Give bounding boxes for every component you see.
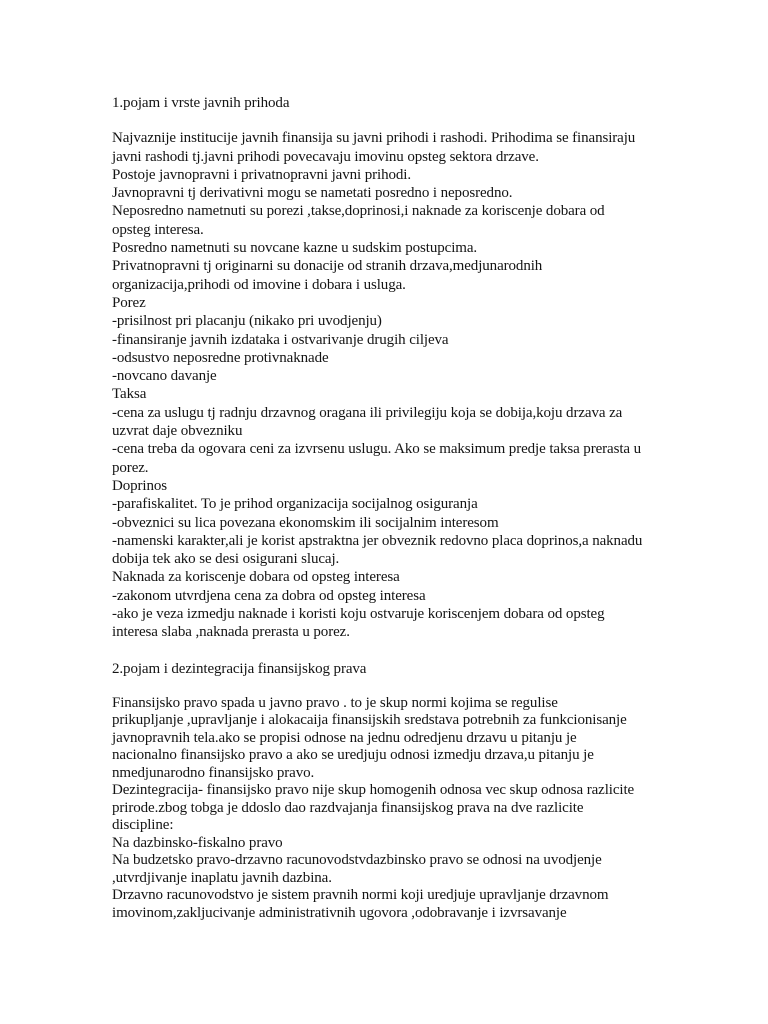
text-line: ,utvrdjivanje inaplatu javnih dazbina. — [112, 869, 332, 886]
text-line: prirode.zbog tobga je ddoslo dao razdvajanja finansijskog prava na dve razlicite — [112, 799, 584, 816]
paragraph-gap — [112, 642, 728, 660]
text-line: nacionalno finansijsko pravo a ako se uredjuju odnosi izmedju drzava,u pitanju je — [112, 747, 594, 764]
text-line: interesa slaba ,naknada prerasta u porez. — [112, 624, 350, 641]
text-line: dobija tek ako se desi osigurani slucaj. — [112, 551, 340, 568]
text-line: Javnopravni tj derivativni mogu se nametati posredno i neposredno. — [112, 185, 513, 202]
text-line: opsteg interesa. — [112, 221, 204, 238]
text-line: -namenski karakter,ali je korist apstraktna jer obveznik redovno placa doprinos,a naknadu — [112, 532, 643, 549]
section2-body — [112, 695, 728, 923]
text-line: -odsustvo neposredne protivnaknade — [112, 349, 329, 366]
text-line: porez. — [112, 459, 149, 476]
text-line: -finansiranje javnih izdataka i ostvarivanje drugih ciljeva — [112, 331, 449, 348]
text-line: Na dazbinsko-fiskalno pravo — [112, 834, 283, 851]
section1-body — [112, 129, 728, 641]
text-line: -prisilnost pri placanju (nikako pri uvodjenju) — [112, 313, 382, 330]
subheading-naknada: Naknada za koriscenje dobara od opsteg interesa — [112, 569, 400, 586]
text-line: Finansijsko pravo spada u javno pravo . to je skup normi kojima se regulise — [112, 694, 558, 711]
text-line: discipline: — [112, 817, 174, 834]
text-line: organizacija,prihodi od imovine i dobara i usluga. — [112, 276, 406, 293]
section1-heading: 1.pojam i vrste javnih prihoda — [112, 95, 290, 111]
text-line: uzvrat daje obvezniku — [112, 423, 243, 440]
text-line: Na budzetsko pravo-drzavno racunovodstvdazbinsko pravo se odnosi na uvodjenje — [112, 852, 602, 869]
text-line: Neposredno nametnuti su porezi ,takse,doprinosi,i naknade za koriscenje dobara od — [112, 203, 605, 220]
subheading-doprinos: Doprinos — [112, 477, 168, 494]
text-line: javnopravnih tela.ako se propisi odnose na jednu odredjenu drzavu u pitanju je — [112, 729, 577, 746]
text-line: -parafiskalitet. To je prihod organizacija socijalnog osiguranja — [112, 496, 478, 513]
text-line: javni rashodi tj.javni prihodi povecavaju imovinu opsteg sektora drzave. — [112, 148, 539, 165]
text-line: Posredno nametnuti su novcane kazne u sudskim postupcima. — [112, 240, 478, 257]
text-line: Dezintegracija- finansijsko pravo nije skup homogenih odnosa vec skup odnosa razlicite — [112, 782, 635, 799]
text-line: Privatnopravni tj originarni su donacije od stranih drzava,medjunarodnih — [112, 258, 543, 275]
text-line: -novcano davanje — [112, 368, 217, 385]
text-line: -cena treba da ogovara ceni za izvrsenu uslugu. Ako se maksimum predje taksa prerasta u — [112, 441, 642, 458]
text-line: imovinom,zakljucivanje administrativnih ugovora ,odobravanje i izvrsavanje — [112, 904, 567, 921]
text-line: -obveznici su lica povezana ekonomskim ili socijalnim interesom — [112, 514, 499, 531]
subheading-porez: Porez — [112, 294, 146, 311]
text-line: prikupljanje ,upravljanje i alokacaija finansijskih sredstava potrebnih za funkcionisanje — [112, 712, 627, 729]
section2-heading: 2.pojam i dezintegracija finansijskog prava — [112, 660, 367, 677]
text-line: Najvaznije institucije javnih finansija su javni prihodi i rashodi. Prihodima se finansiraju — [112, 130, 636, 147]
text-line: nmedjunarodno finansijsko pravo. — [112, 764, 315, 781]
subheading-taksa: Taksa — [112, 386, 147, 403]
text-line: Postoje javnopravni i privatnopravni javni prihodi. — [112, 166, 412, 183]
text-line: -ako je veza izmedju naknade i koristi koju ostvaruje koriscenjem dobara od opsteg — [112, 606, 605, 623]
text-line: -zakonom utvrdjena cena za dobra od opsteg interesa — [112, 587, 426, 604]
text-line: Drzavno racunovodstvo je sistem pravnih normi koji uredjuje upravljanje drzavnom — [112, 887, 609, 904]
text-line: -cena za uslugu tj radnju drzavnog oragana ili privilegiju koja se dobija,koju drzava za — [112, 404, 623, 421]
